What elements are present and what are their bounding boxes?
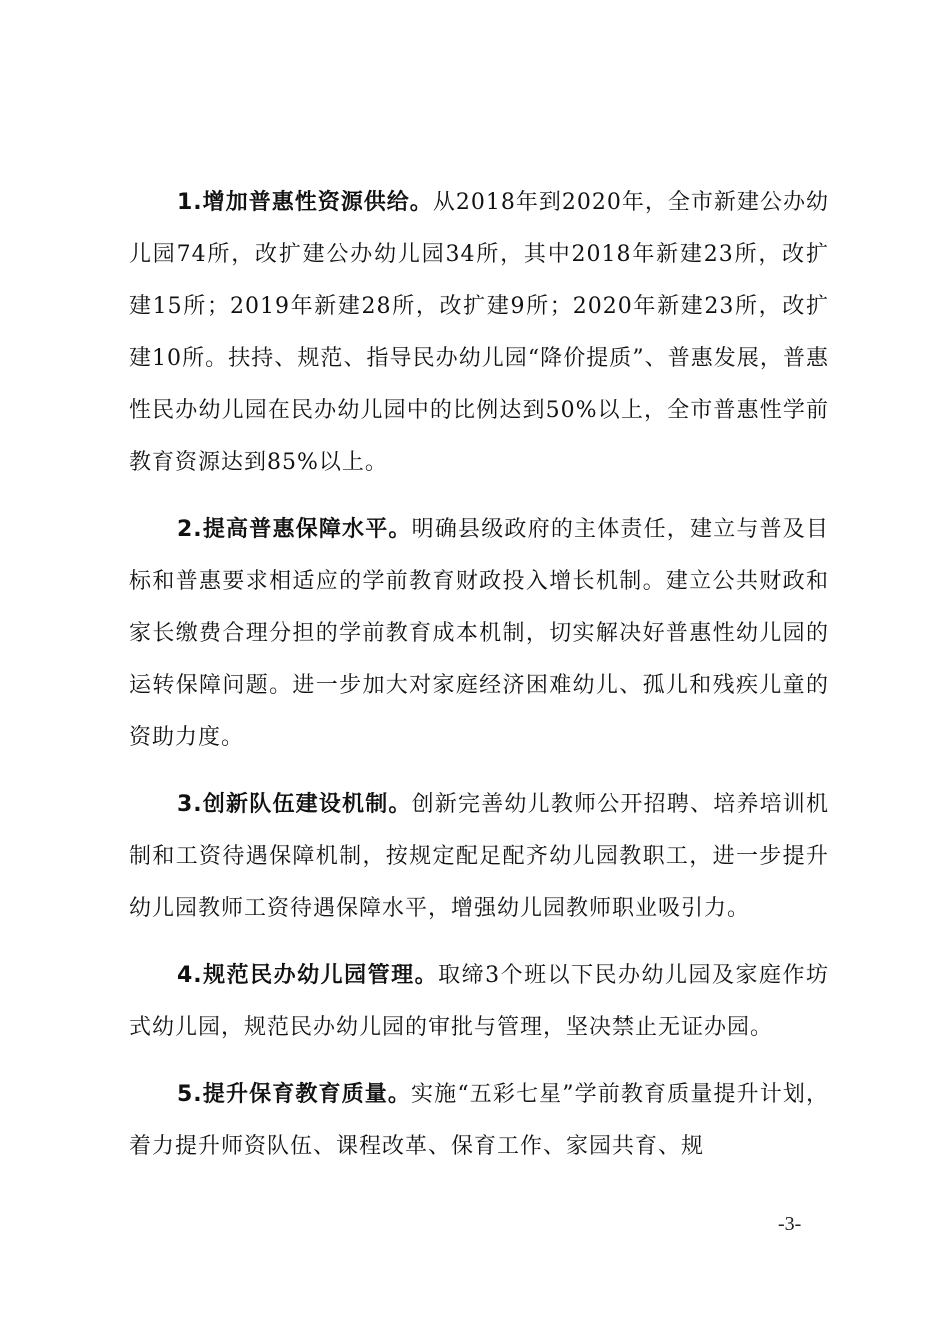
paragraph-4 bbox=[129, 950, 829, 1054]
paragraph-2-text: 明确县级政府的主体责任，建立与普及目标和普惠要求相适应的学前教育财政投入增长机制。建立公共财政和家长缴费合理分担的学前教育成本机制，切实解决好普惠性幼儿园的运转保障问题。进一步加大对家庭经济困难幼儿、孤儿和残疾儿童的资助力度。 bbox=[129, 517, 829, 750]
paragraph-4-text: 取缔3个班以下民办幼儿园及家庭作坊式幼儿园，规范民办幼儿园的审批与管理，坚决禁止无证办园。 bbox=[129, 963, 830, 1040]
document-body bbox=[129, 177, 829, 1188]
paragraph-5-heading: 5.提升保育教育质量。 bbox=[177, 1082, 412, 1107]
paragraph-2 bbox=[129, 504, 829, 764]
paragraph-3-text: 创新完善幼儿教师公开招聘、培养培训机制和工资待遇保障机制，按规定配足配齐幼儿园教职工，进一步提升幼儿园教师工资待遇保障水平，增强幼儿园教师职业吸引力。 bbox=[129, 792, 829, 921]
paragraph-5-text: 实施“五彩七星”学前教育质量提升计划，着力提升师资队伍、课程改革、保育工作、家园共育、规 bbox=[129, 1082, 830, 1159]
paragraph-2-heading: 2.提高普惠保障水平。 bbox=[177, 517, 412, 542]
paragraph-1 bbox=[129, 177, 829, 489]
paragraph-3-heading: 3.创新队伍建设机制。 bbox=[177, 792, 412, 817]
page-number: -3- bbox=[778, 1213, 802, 1235]
paragraph-1-text: 从2018年到2020年，全市新建公办幼儿园74所，改扩建公办幼儿园34所，其中2018年新建23所，改扩建15所；2019年新建28所，改扩建9所；2020年新建23所，改扩建10所。扶持、规范、指导民办幼儿园“降价提质”、普惠发展，普惠性民办幼儿园在民办幼儿园中的比例达到50%以上，全市普惠性学前教育资源达到85%以上。 bbox=[129, 190, 829, 475]
paragraph-5 bbox=[129, 1069, 829, 1173]
paragraph-1-heading: 1.增加普惠性资源供给。 bbox=[177, 190, 433, 215]
paragraph-3 bbox=[129, 779, 829, 935]
paragraph-4-heading: 4.规范民办幼儿园管理。 bbox=[177, 963, 439, 988]
